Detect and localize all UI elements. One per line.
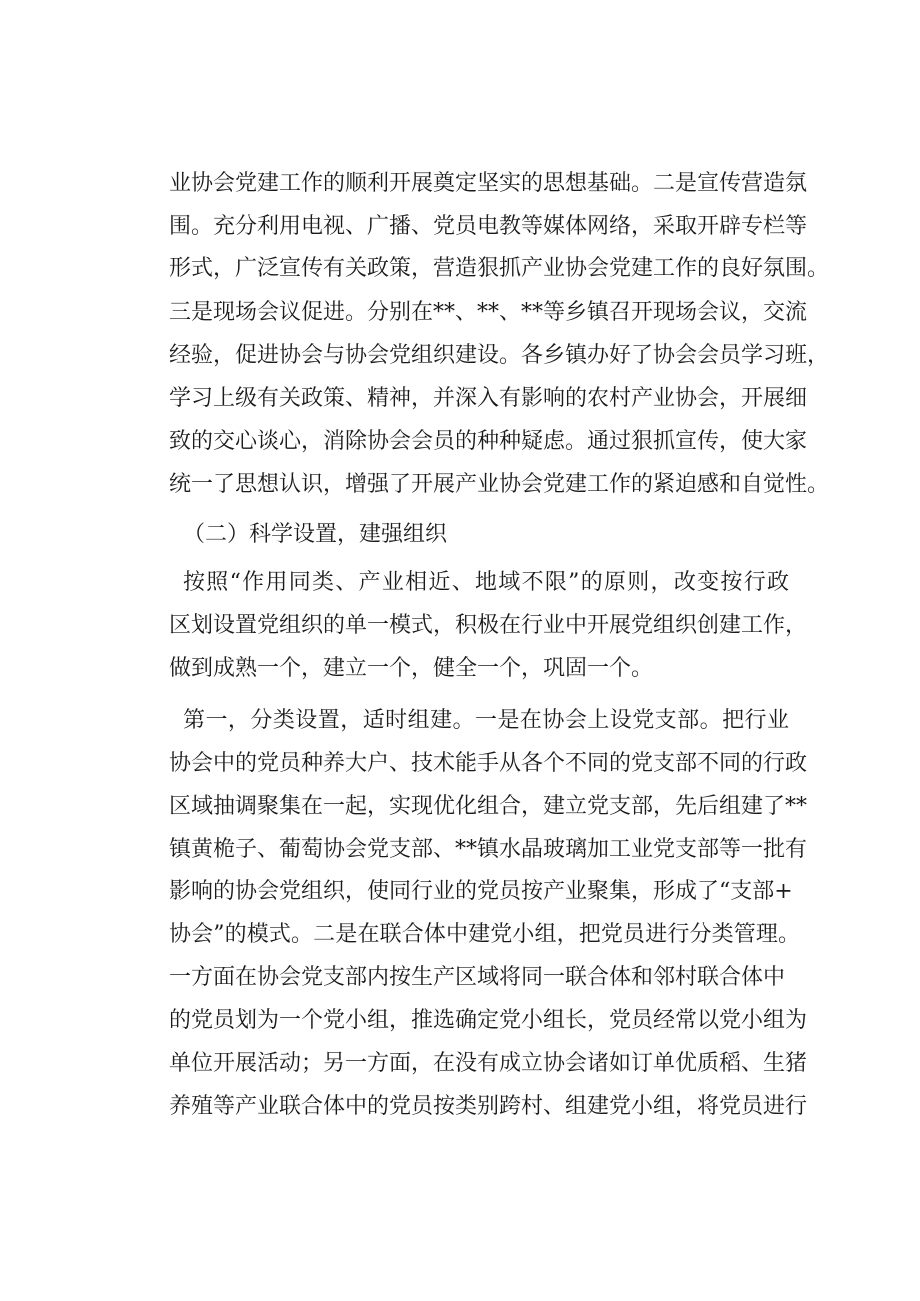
paragraph-3-line-5: 影响的协会党组织，使同行业的党员按产业聚集，形成了“支部+: [169, 879, 793, 904]
paragraph-1-line-1: 业协会党建工作的顺利开展奠定坚实的思想基础。二是宣传营造氛: [169, 171, 808, 196]
paragraph-3-line-7: 一方面在协会党支部内按生产区域将同一联合体和邻村联合体中: [169, 965, 786, 990]
paragraph-1-line-5: 经验，促进协会与协会党组织建设。各乡镇办好了协会会员学习班，: [169, 343, 830, 368]
paragraph-3-line-6: 协会”的模式。二是在联合体中建党小组，把党员进行分类管理。: [169, 922, 800, 947]
paragraph-3-line-2: 协会中的党员种养大户、技术能手从各个不同的党支部不同的行政: [169, 751, 808, 776]
paragraph-2-line-3: 做到成熟一个，建立一个，健全一个，巩固一个。: [169, 656, 654, 681]
paragraph-1-line-2: 围。充分利用电视、广播、党员电教等媒体网络，采取开辟专栏等: [169, 214, 808, 239]
paragraph-1-line-8: 统一了思想认识，增强了开展产业协会党建工作的紧迫感和自觉性。: [169, 472, 830, 497]
paragraph-3-line-9: 单位开展活动；另一方面，在没有成立协会诸如订单优质稻、生猪: [169, 1051, 808, 1076]
paragraph-3-line-10: 养殖等产业联合体中的党员按类别跨村、组建党小组，将党员进行: [169, 1094, 808, 1119]
paragraph-3-line-8: 的党员划为一个党小组，推选确定党小组长，党员经常以党小组为: [169, 1008, 808, 1033]
paragraph-1-line-4: 三是现场会议促进。分别在**、**、**等乡镇召开现场会议，交流: [169, 300, 808, 325]
paragraph-1-line-3: 形式，广泛宣传有关政策，营造狠抓产业协会党建工作的良好氛围。: [169, 256, 830, 281]
paragraph-3-line-3: 区域抽调聚集在一起，实现优化组合，建立党支部，先后组建了**: [169, 794, 808, 819]
paragraph-1-line-6: 学习上级有关政策、精神，并深入有影响的农村产业协会，开展细: [169, 386, 808, 411]
paragraph-3-line-4: 镇黄桅子、葡萄协会党支部、**镇水晶玻璃加工业党支部等一批有: [169, 837, 808, 862]
section-heading: （二）科学设置，建强组织: [183, 522, 448, 547]
paragraph-3-line-1: 第一，分类设置，适时组建。一是在协会上设党支部。把行业: [183, 708, 789, 733]
paragraph-2-line-2: 区划设置党组织的单一模式，积极在行业中开展党组织创建工作，: [169, 613, 808, 638]
paragraph-2-line-1: 按照“作用同类、产业相近、地域不限”的原则，改变按行政: [183, 570, 789, 595]
paragraph-1-line-7: 致的交心谈心，消除协会会员的种种疑虑。通过狠抓宣传，使大家: [169, 429, 808, 454]
